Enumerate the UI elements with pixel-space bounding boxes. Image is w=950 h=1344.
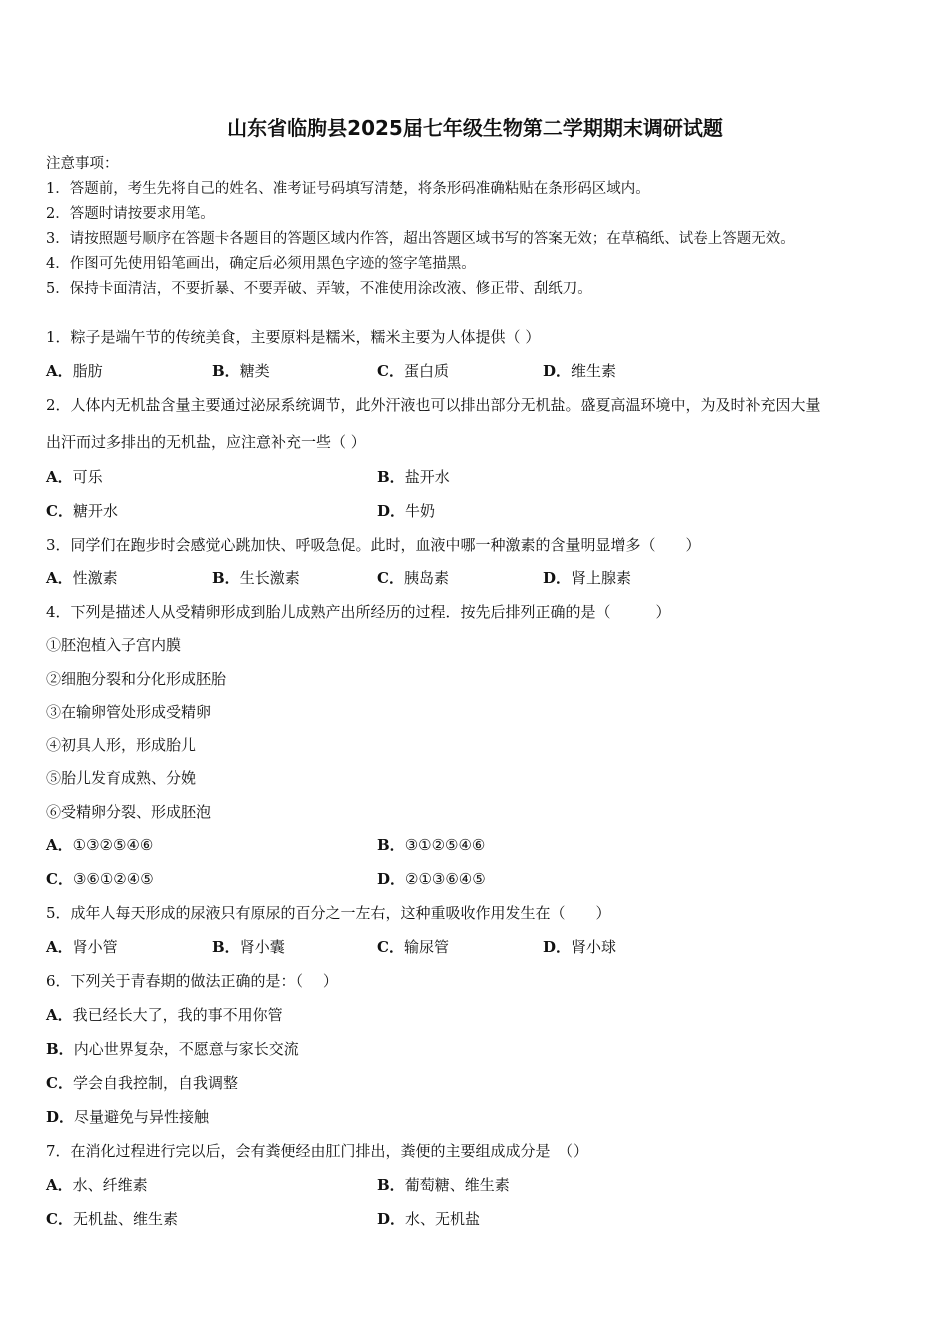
notice-item: 2．答题时请按要求用笔。 (46, 206, 215, 222)
option-label: D． (377, 870, 406, 888)
question-7-option-b (377, 1174, 510, 1195)
question-4-step: ④初具人形，形成胎儿 (46, 736, 197, 754)
option-text: ②①③⑥④⑤ (405, 870, 486, 888)
option-label: D． (543, 362, 572, 380)
option-text: 肾小囊 (239, 938, 285, 956)
question-5-stem: 5．成年人每天形成的尿液只有原尿的百分之一左右，这种重吸收作用发生在（ ） (46, 904, 611, 922)
option-text: 无机盐、维生素 (72, 1210, 178, 1228)
question-4-option-b (377, 834, 485, 855)
option-label: B． (212, 362, 240, 380)
option-text: 肾小球 (571, 938, 617, 956)
option-text: 盐开水 (404, 468, 450, 486)
question-2-stem-line2: 出汗而过多排出的无机盐，应注意补充一些（ ） (46, 433, 366, 451)
question-3-option-a (46, 567, 118, 588)
question-6-option-d (46, 1106, 209, 1127)
question-6-option-a (46, 1004, 283, 1025)
option-label: A． (46, 1006, 73, 1024)
option-text: 糖类 (239, 362, 270, 380)
notice-section (46, 152, 926, 302)
question-2-option-c (46, 500, 118, 521)
question-3-option-d (543, 567, 631, 588)
question-5-option-c (377, 936, 449, 957)
question-7-stem: 7．在消化过程进行完以后，会有粪便经由肛门排出，粪便的主要组成成分是 （） (46, 1142, 589, 1160)
question-4-stem: 4．下列是描述人从受精卵形成到胎儿成熟产出所经历的过程．按先后排列正确的是（ ） (46, 603, 671, 621)
option-label: B． (46, 1040, 74, 1058)
option-label: C． (377, 362, 404, 380)
option-text: 性激素 (72, 569, 118, 587)
option-label: A． (46, 836, 73, 854)
question-5-option-b (212, 936, 285, 957)
question-4-step: ②细胞分裂和分化形成胚胎 (46, 670, 227, 688)
question-2-stem-line1: 2．人体内无机盐含量主要通过泌尿系统调节，此外汗液也可以排出部分无机盐。盛夏高温环境中，为及时补充因大量 (46, 396, 821, 414)
option-label: A． (46, 362, 73, 380)
option-label: B． (377, 468, 405, 486)
option-text: 内心世界复杂，不愿意与家长交流 (73, 1040, 299, 1058)
question-4-step: ⑤胎儿发育成熟、分娩 (46, 769, 197, 787)
question-7-option-d (377, 1208, 480, 1229)
question-4-option-a (46, 834, 153, 855)
question-4-option-c (46, 868, 154, 889)
option-text: 脂肪 (72, 362, 103, 380)
question-6-stem: 6．下列关于青春期的做法正确的是：（ ） (46, 972, 338, 990)
question-1-option-b (212, 360, 270, 381)
question-2-option-a (46, 466, 103, 487)
option-label: C． (377, 938, 404, 956)
option-label: C． (46, 1074, 73, 1092)
option-text: 尽量避免与异性接触 (74, 1108, 210, 1126)
question-3-option-c (377, 567, 449, 588)
option-text: ①③②⑤④⑥ (72, 836, 154, 854)
question-1-option-a (46, 360, 103, 381)
option-text: 葡萄糖、维生素 (404, 1176, 510, 1194)
option-text: 糖开水 (72, 502, 118, 520)
option-text: 肾小管 (72, 938, 118, 956)
question-2-option-b (377, 466, 450, 487)
option-label: B． (377, 836, 405, 854)
question-6-option-b (46, 1038, 299, 1059)
question-3-option-b (212, 567, 300, 588)
option-label: B． (212, 938, 240, 956)
option-label: C． (46, 870, 73, 888)
question-1-option-d (543, 360, 616, 381)
option-label: A． (46, 938, 73, 956)
option-label: D． (377, 1210, 406, 1228)
question-2-option-d (377, 500, 435, 521)
option-label: D． (46, 1108, 75, 1126)
option-label: A． (46, 468, 73, 486)
question-1-option-c (377, 360, 449, 381)
option-label: D． (543, 938, 572, 956)
notice-item: 5．保持卡面清洁，不要折暴、不要弄破、弄皱，不准使用涂改液、修正带、刮纸刀。 (46, 281, 592, 297)
option-label: C． (46, 502, 73, 520)
option-text: 我已经长大了，我的事不用你管 (72, 1006, 283, 1024)
option-label: B． (377, 1176, 405, 1194)
question-4-step: ③在输卵管处形成受精卵 (46, 703, 212, 721)
option-text: 水、纤维素 (72, 1176, 148, 1194)
option-text: 蛋白质 (403, 362, 449, 380)
option-text: 肾上腺素 (571, 569, 632, 587)
option-text: 牛奶 (405, 502, 436, 520)
question-3-stem: 3．同学们在跑步时会感觉心跳加快、呼吸急促。此时，血液中哪一种激素的含量明显增多（ ） (46, 536, 701, 554)
question-5-option-d (543, 936, 616, 957)
question-4-option-d (377, 868, 486, 889)
option-text: 胰岛素 (403, 569, 449, 587)
option-label: C． (377, 569, 404, 587)
option-text: ③⑥①②④⑤ (72, 870, 154, 888)
question-1-stem: 1．粽子是端午节的传统美食，主要原料是糯米，糯米主要为人体提供（ ） (46, 328, 541, 346)
notice-item: 4．作图可先使用铅笔画出，确定后必须用黑色字迹的签字笔描黑。 (46, 256, 476, 272)
option-text: 学会自我控制，自我调整 (72, 1074, 238, 1092)
option-text: 维生素 (571, 362, 617, 380)
notice-item: 3．请按照题号顺序在答题卡各题目的答题区域内作答，超出答题区域书写的答案无效；在草稿纸、试卷上答题无效。 (46, 231, 795, 247)
option-label: D． (543, 569, 572, 587)
question-4-step: ⑥受精卵分裂、形成胚泡 (46, 803, 212, 821)
option-text: 可乐 (72, 468, 103, 486)
option-text: 水、无机盐 (405, 1210, 481, 1228)
option-label: D． (377, 502, 406, 520)
option-label: A． (46, 569, 73, 587)
notice-heading: 注意事项： (46, 156, 119, 172)
question-7-option-a (46, 1174, 148, 1195)
question-7-option-c (46, 1208, 178, 1229)
option-label: B． (212, 569, 240, 587)
notice-item: 1．答题前，考生先将自己的姓名、准考证号码填写清楚，将条形码准确粘贴在条形码区域内。 (46, 181, 650, 197)
option-label: C． (46, 1210, 73, 1228)
question-5-option-a (46, 936, 118, 957)
page-title: 山东省临朐县2025届七年级生物第二学期期末调研试题 (227, 116, 723, 140)
option-text: 生长激素 (239, 569, 300, 587)
option-text: 输尿管 (403, 938, 449, 956)
question-6-option-c (46, 1072, 238, 1093)
question-4-step: ①胚泡植入子宫内膜 (46, 636, 182, 654)
option-label: A． (46, 1176, 73, 1194)
option-text: ③①②⑤④⑥ (404, 836, 486, 854)
